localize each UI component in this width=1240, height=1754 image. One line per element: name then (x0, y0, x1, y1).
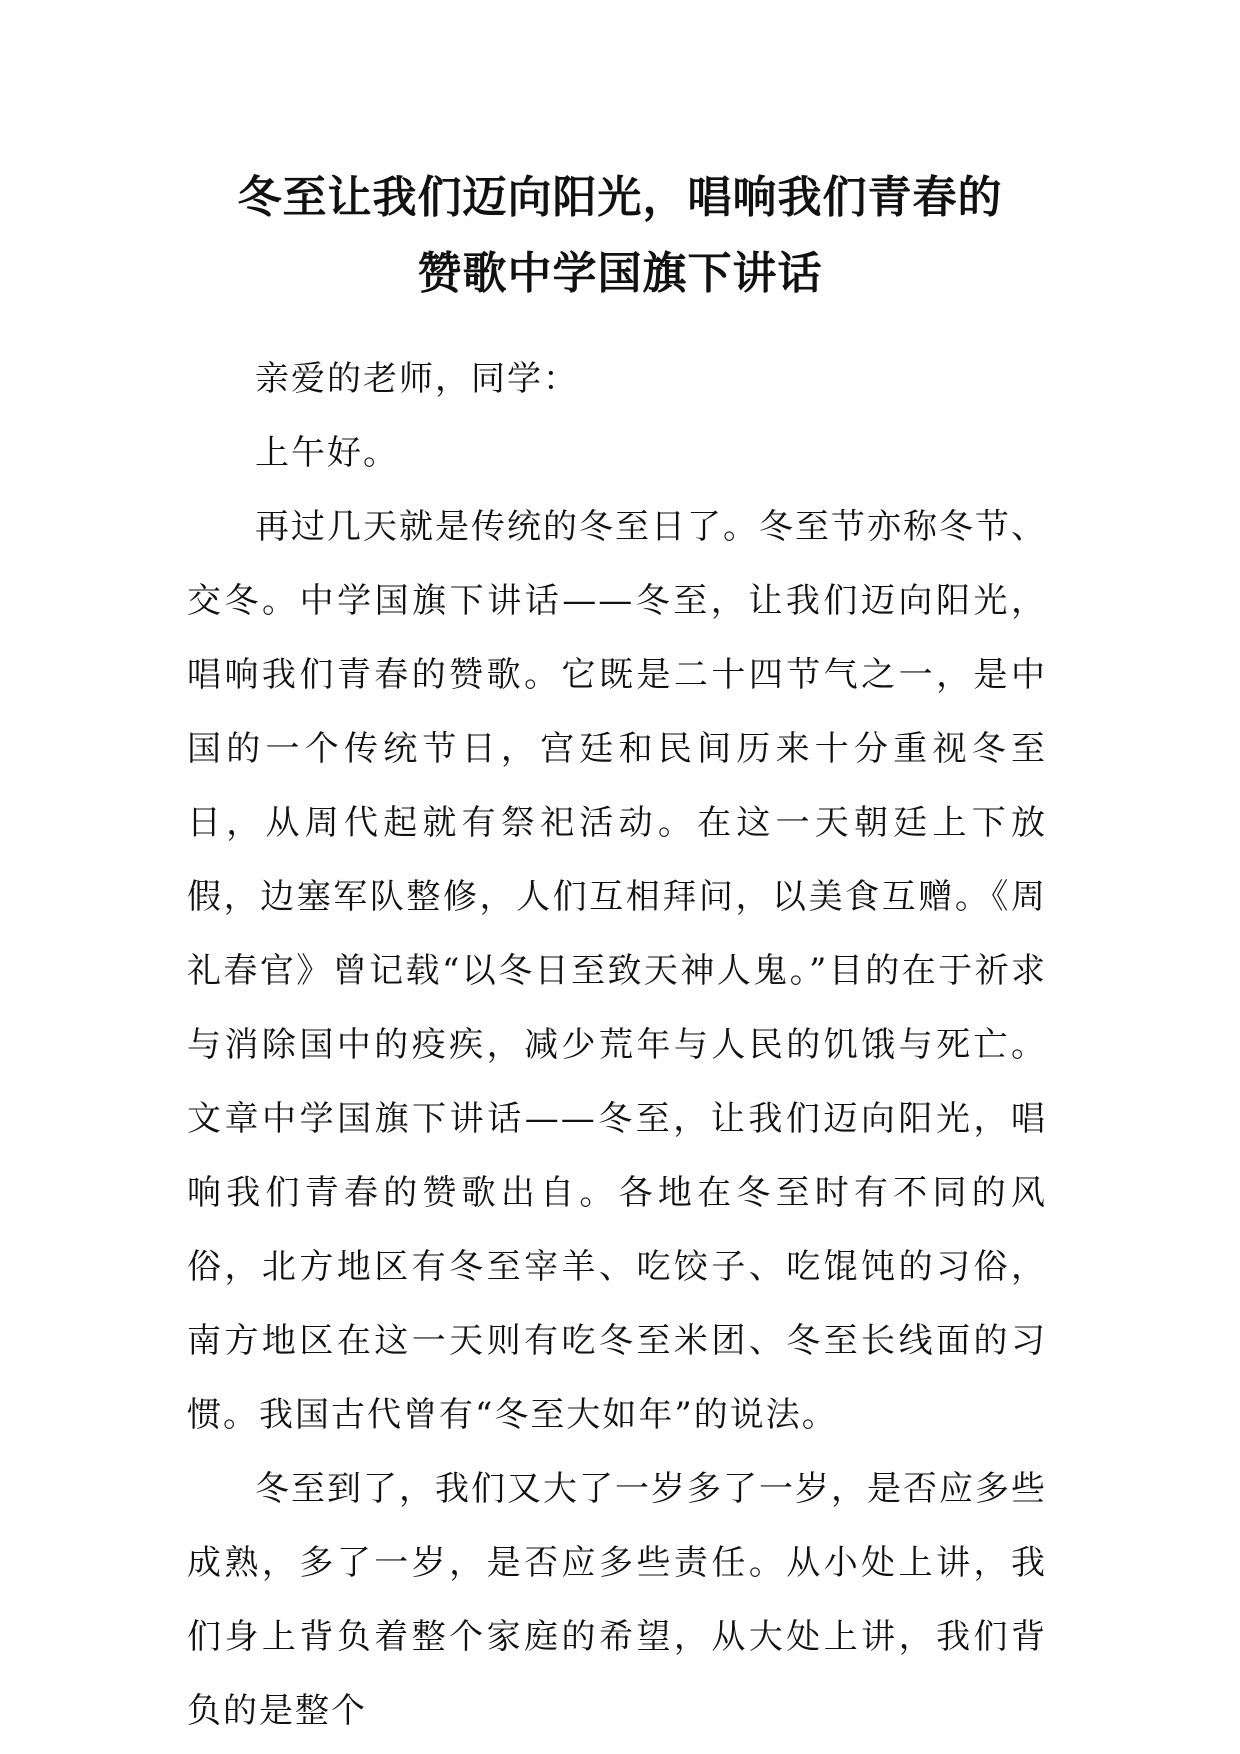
body-paragraph-responsibility: 冬至到了，我们又大了一岁多了一岁，是否应多些成熟，多了一岁，是否应多些责任。从小处上讲，我们身上背负着整个家庭的希望，从大处上讲，我们背负的是整个 (187, 1469, 1047, 1731)
document-body (187, 342, 1047, 1748)
title-line-2: 赞歌中学国旗下讲话 (417, 248, 823, 299)
salutation-paragraph: 上午好。 (255, 433, 399, 473)
title-line-1: 冬至让我们迈向阳光，唱响我们青春的 (237, 172, 1003, 223)
greeting-paragraph: 亲爱的老师，同学： (255, 359, 579, 399)
body-paragraph-winter-solstice: 再过几天就是传统的冬至日了。冬至节亦称冬节、交冬。中学国旗下讲话——冬至，让我们迈向阳光，唱响我们青春的赞歌。它既是二十四节气之一，是中国的一个传统节日，宫廷和民间历来十分重视冬至日，从周代起就有祭祀活动。在这一天朝廷上下放假，边塞军队整修，人们互相拜问，以美食互赠。《周礼春官》曾记载“以冬日至致天神人鬼。”目的在于祈求与消除国中的疫疾，减少荒年与人民的饥饿与死亡。文章中学国旗下讲话——冬至，让我们迈向阳光，唱响我们青春的赞歌出自。各地在冬至时有不同的风俗，北方地区有冬至宰羊、吃饺子、吃馄饨的习俗，南方地区在这一天则有吃冬至米团、冬至长线面的习惯。我国古代曾有“冬至大如年”的说法。 (187, 507, 1047, 1435)
document-title (150, 160, 1090, 312)
